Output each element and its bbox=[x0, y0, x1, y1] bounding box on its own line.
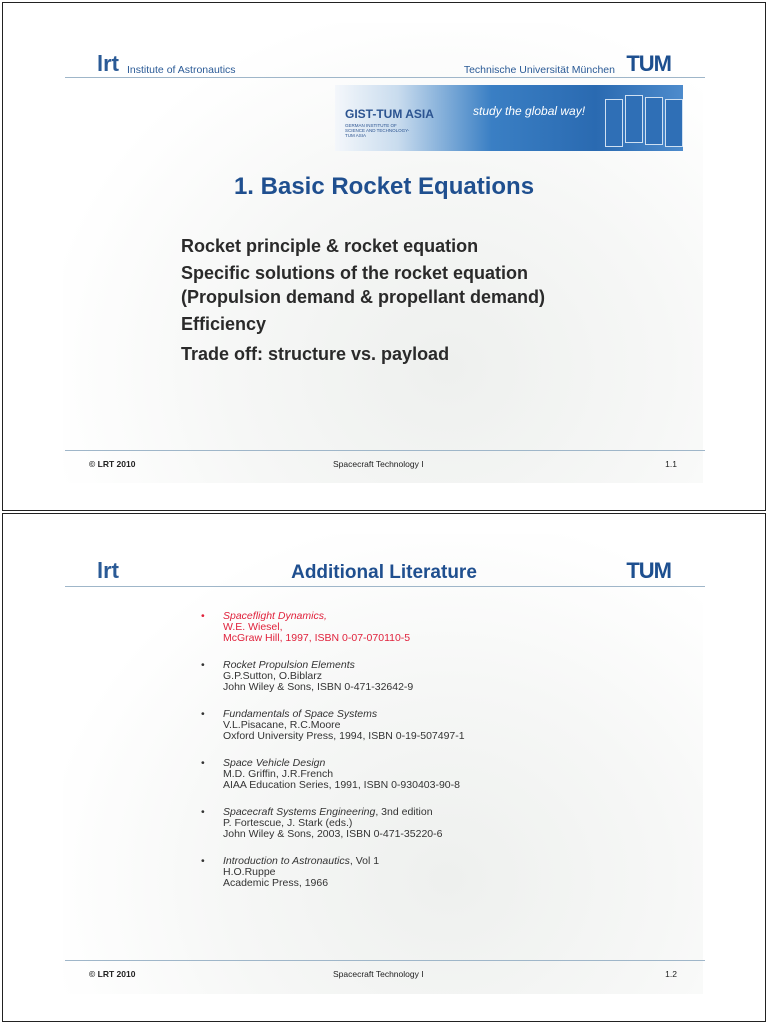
bullet: • bbox=[201, 855, 205, 867]
literature-item bbox=[201, 611, 701, 644]
book-authors: H.O.Ruppe bbox=[223, 866, 276, 878]
footer-rule bbox=[65, 450, 705, 451]
book-title: Space Vehicle Design bbox=[223, 757, 326, 769]
book-publisher: Oxford University Press, 1994, ISBN 0-19-507497-1 bbox=[223, 730, 465, 742]
book-authors: M.D. Griffin, J.R.French bbox=[223, 768, 334, 780]
gist-tum-asia-banner bbox=[335, 85, 683, 151]
book-title: Spaceflight Dynamics, bbox=[223, 610, 327, 622]
bullet: • bbox=[201, 757, 205, 769]
topic-list bbox=[181, 233, 545, 368]
book-authors: W.E. Wiesel, bbox=[223, 621, 283, 633]
bullet: • bbox=[201, 610, 205, 622]
header-rule bbox=[65, 77, 705, 78]
banner-slogan: study the global way! bbox=[473, 104, 586, 118]
bullet: • bbox=[201, 806, 205, 818]
footer-rule bbox=[65, 960, 705, 961]
banner-flag bbox=[645, 97, 663, 145]
slide-2 bbox=[2, 513, 766, 1022]
footer-course: Spacecraft Technology I bbox=[333, 459, 424, 469]
footer-copyright: © LRT 2010 bbox=[89, 969, 136, 979]
lrt-logo: lrt bbox=[97, 558, 119, 583]
topic-item: Efficiency bbox=[181, 314, 267, 334]
tum-logo: TUM bbox=[626, 558, 671, 583]
book-publisher: John Wiley & Sons, ISBN 0-471-32642-9 bbox=[223, 681, 414, 693]
literature-item bbox=[201, 709, 701, 742]
header-rule bbox=[65, 586, 705, 587]
slide-1 bbox=[2, 2, 766, 511]
book-publisher: McGraw Hill, 1997, ISBN 0-07-070110-5 bbox=[223, 632, 411, 644]
bullet: • bbox=[201, 659, 205, 671]
banner-flag bbox=[605, 99, 623, 147]
book-publisher: AIAA Education Series, 1991, ISBN 0-930403-90-8 bbox=[223, 779, 460, 791]
book-title: Rocket Propulsion Elements bbox=[223, 659, 355, 671]
slide-title: Additional Literature bbox=[291, 562, 477, 583]
banner-flag bbox=[625, 95, 643, 143]
footer-course: Spacecraft Technology I bbox=[333, 969, 424, 979]
book-edition: , Vol 1 bbox=[349, 855, 380, 867]
literature-list bbox=[201, 611, 701, 905]
lrt-logo: lrt bbox=[97, 51, 119, 76]
book-authors: V.L.Pisacane, R.C.Moore bbox=[223, 719, 341, 731]
literature-item bbox=[201, 660, 701, 693]
bullet: • bbox=[201, 708, 205, 720]
book-publisher: Academic Press, 1966 bbox=[223, 877, 329, 889]
topic-item: Trade off: structure vs. payload bbox=[181, 344, 450, 364]
footer-page-number: 1.2 bbox=[665, 969, 677, 979]
literature-item bbox=[201, 856, 701, 889]
university-name: Technische Universität München bbox=[463, 64, 615, 76]
topic-item: Rocket principle & rocket equation bbox=[181, 236, 479, 256]
book-edition: , 3nd edition bbox=[375, 806, 433, 818]
literature-item bbox=[201, 758, 701, 791]
book-title: Introduction to Astronautics bbox=[223, 855, 350, 867]
literature-item bbox=[201, 807, 701, 840]
topic-item: (Propulsion demand & propellant demand) bbox=[181, 287, 546, 307]
book-publisher: John Wiley & Sons, 2003, ISBN 0-471-35220-6 bbox=[223, 828, 443, 840]
gist-logo-text: GIST-TUM ASIA bbox=[345, 107, 434, 121]
tum-logo: TUM bbox=[626, 51, 671, 76]
banner-flag bbox=[665, 99, 683, 147]
footer-page-number: 1.1 bbox=[665, 459, 677, 469]
book-authors: P. Fortescue, J. Stark (eds.) bbox=[223, 817, 353, 829]
footer-copyright: © LRT 2010 bbox=[89, 459, 136, 469]
book-title: Fundamentals of Space Systems bbox=[223, 708, 378, 720]
topic-item: Specific solutions of the rocket equation bbox=[181, 263, 529, 283]
book-title: Spacecraft Systems Engineering bbox=[223, 806, 376, 818]
gist-subtitle: GERMAN INSTITUTE OF SCIENCE AND TECHNOLOGY-TUM ASIA bbox=[345, 123, 410, 138]
institute-name: Institute of Astronautics bbox=[127, 64, 236, 76]
book-authors: G.P.Sutton, O.Biblarz bbox=[223, 670, 323, 682]
slide-title: 1. Basic Rocket Equations bbox=[233, 173, 535, 200]
